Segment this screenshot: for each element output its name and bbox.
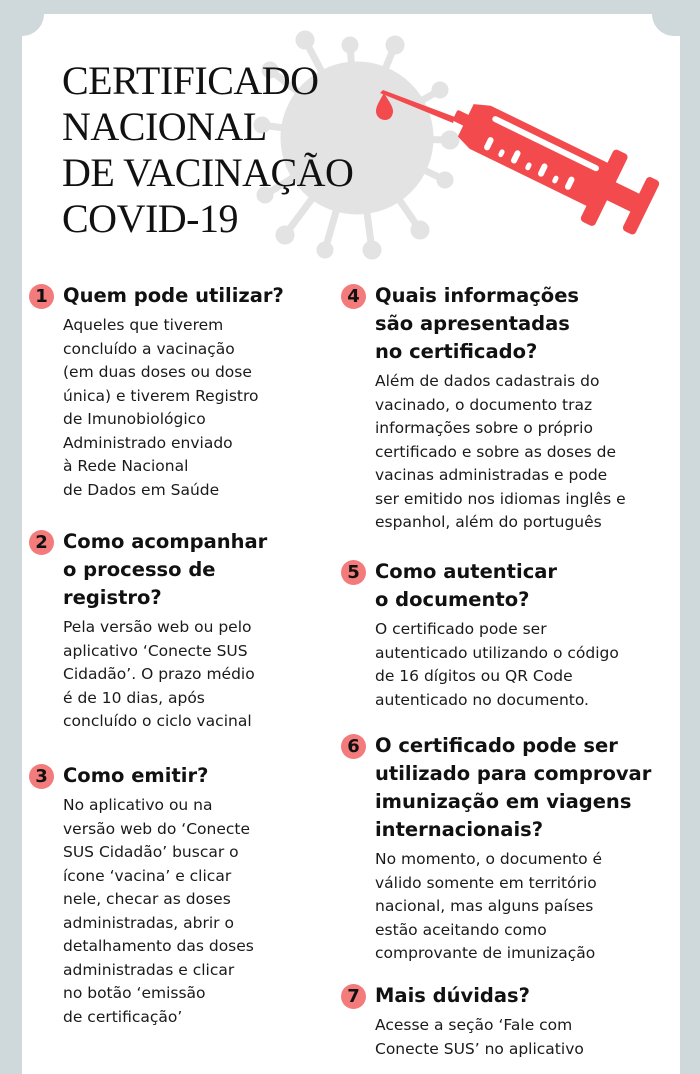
title-line: Como emitir?: [63, 764, 209, 787]
body-line: autenticado no documento.: [375, 690, 589, 709]
body-line: Acesse a seção ‘Fale com: [375, 1016, 573, 1034]
body-line: é de 10 dias, após: [63, 688, 205, 707]
title-line: Como acompanhar: [63, 530, 268, 553]
body-line: vacinas administradas e pode: [375, 466, 608, 484]
section-title: [63, 528, 267, 612]
body-line: detalhamento das doses: [63, 937, 254, 955]
section-number-badge: 1: [29, 284, 54, 309]
body-line: única) e tiverem Registro: [63, 386, 259, 405]
section-title: [375, 982, 584, 1010]
faq-section-3: [29, 762, 254, 1029]
title-line: utilizado para comprovar: [375, 762, 652, 785]
title-line: Quem pode utilizar?: [63, 284, 284, 307]
body-line: de certificação’: [63, 1007, 183, 1026]
section-number-badge: 2: [29, 530, 54, 555]
faq-section-7: [341, 982, 584, 1061]
body-line: nacional, mas alguns países: [375, 897, 594, 915]
body-line: versão web do ‘Conecte: [63, 819, 251, 838]
body-line: Administrado enviado: [63, 433, 233, 452]
body-line: (em duas doses ou dose: [63, 363, 252, 381]
section-number-badge: 6: [341, 734, 366, 759]
body-line: estão aceitando como: [375, 920, 547, 939]
section-title: [375, 282, 626, 366]
title-line: registro?: [63, 586, 162, 609]
body-line: concluído a vacinação: [63, 339, 235, 358]
title-line: Quais informações: [375, 284, 580, 307]
title-line: são apresentadas: [375, 312, 570, 335]
section-number-badge: 3: [29, 764, 54, 789]
body-line: Aqueles que tiverem: [63, 316, 224, 334]
page-title: [62, 58, 353, 242]
section-number-badge: 7: [341, 984, 366, 1009]
body-line: SUS Cidadão’ buscar o: [63, 843, 239, 861]
section-body: [375, 618, 619, 712]
body-line: de Imunobiológico: [63, 410, 206, 428]
title-line: no certificado?: [375, 340, 538, 363]
body-line: No momento, o documento é: [375, 850, 603, 868]
faq-section-1: [29, 282, 284, 502]
body-line: ícone ‘vacina’ e clicar: [63, 866, 232, 885]
section-body: [375, 370, 626, 535]
body-line: de Dados em Saúde: [63, 480, 220, 499]
body-line: espanhol, além do português: [375, 513, 602, 531]
title-line: imunização em viagens: [375, 790, 632, 813]
section-number-badge: 5: [341, 560, 366, 585]
body-line: Pela versão web ou pelo: [63, 618, 252, 636]
faq-section-2: [29, 528, 267, 734]
title-line: o documento?: [375, 588, 530, 611]
body-line: comprovante de imunização: [375, 944, 596, 962]
body-line: O certificado pode ser: [375, 620, 547, 638]
section-body: [63, 616, 267, 734]
section-title: [375, 558, 619, 614]
body-line: válido somente em território: [375, 873, 597, 892]
faq-section-6: [341, 732, 651, 966]
title-line: Mais dúvidas?: [375, 984, 530, 1007]
title-line: internacionais?: [375, 818, 544, 841]
body-line: vacinado, o documento traz: [375, 395, 593, 414]
body-line: aplicativo ‘Conecte SUS: [63, 641, 248, 660]
title-line: o processo de: [63, 558, 216, 581]
section-title: [375, 732, 651, 844]
body-line: No aplicativo ou na: [63, 796, 213, 814]
body-line: ser emitido nos idiomas inglês e: [375, 489, 626, 508]
title-line: COVID-19: [62, 196, 238, 241]
section-body: [63, 314, 284, 502]
body-line: de 16 dígitos ou QR Code: [375, 667, 573, 685]
section-body: [63, 794, 254, 1029]
title-line: Como autenticar: [375, 560, 558, 583]
section-body: [375, 848, 651, 966]
title-line: DE VACINAÇÃO: [62, 150, 354, 195]
section-body: [375, 1014, 584, 1061]
body-line: certificado e sobre as doses de: [375, 442, 617, 461]
body-line: Conecte SUS’ no aplicativo: [375, 1039, 584, 1058]
body-line: nele, checar as doses: [63, 890, 231, 908]
title-line: NACIONAL: [62, 104, 267, 149]
body-line: no botão ‘emissão: [63, 984, 206, 1002]
body-line: administradas, abrir o: [63, 913, 234, 932]
section-title: [63, 282, 284, 310]
body-line: concluído o ciclo vacinal: [63, 712, 252, 730]
faq-section-5: [341, 558, 619, 712]
body-line: administradas e clicar: [63, 960, 235, 979]
body-line: informações sobre o próprio: [375, 419, 593, 437]
section-title: [63, 762, 254, 790]
title-line: O certificado pode ser: [375, 734, 618, 757]
body-line: autenticado utilizando o código: [375, 643, 619, 662]
section-number-badge: 4: [341, 284, 366, 309]
title-line: CERTIFICADO: [62, 58, 319, 103]
body-line: à Rede Nacional: [63, 457, 189, 475]
body-line: Além de dados cadastrais do: [375, 372, 600, 390]
faq-section-4: [341, 282, 626, 535]
body-line: Cidadão’. O prazo médio: [63, 665, 255, 683]
